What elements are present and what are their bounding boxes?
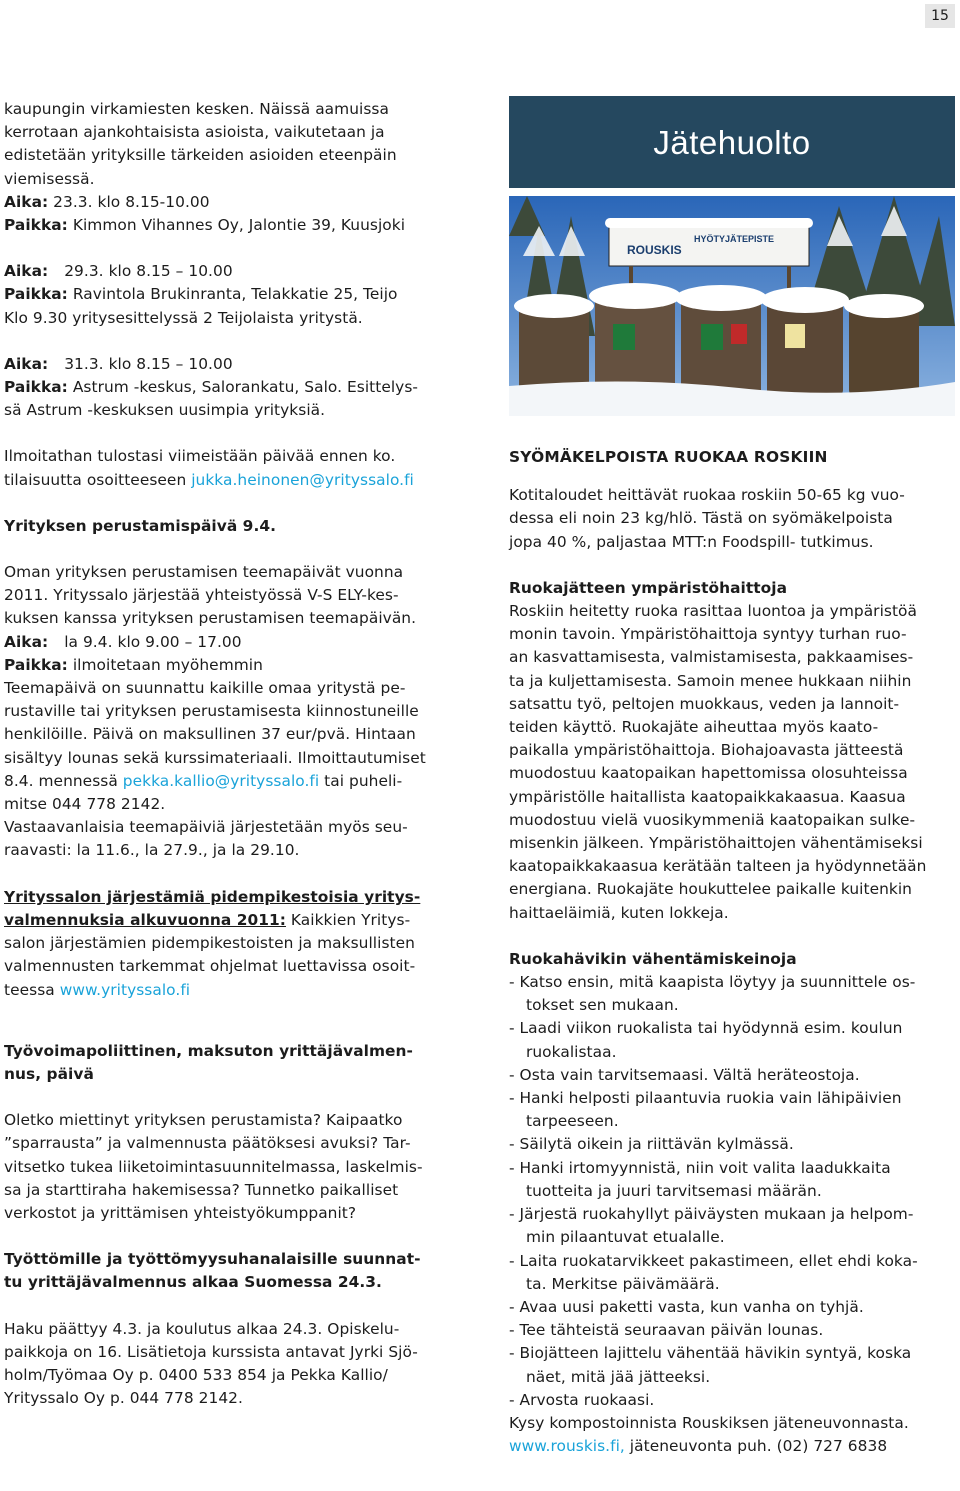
- tip-line: min pilaantuvat etualalle.: [526, 1228, 725, 1247]
- event1-place: Paikka: Kimmon Vihannes Oy, Jalontie 39, Kuusjoki: [4, 216, 406, 235]
- tip-line: - Laita ruokatarvikkeet pakastimeen, ellet ehdi koka-: [509, 1251, 918, 1270]
- oletko-line: vitsetko tukea liiketoimintasuunnitelmassa, laskelmis-: [4, 1157, 423, 1176]
- tip-line: tarpeeseen.: [526, 1112, 619, 1131]
- tip-line: - Hanki helposti pilaantuvia ruokia vain lähipäivien: [509, 1089, 902, 1108]
- tip-line: näet, mitä jää jätteeksi.: [526, 1367, 711, 1386]
- section-banner: [509, 96, 955, 188]
- theme-desc-line: Teemapäivä on suunnattu kaikille omaa yritystä pe-: [4, 679, 406, 698]
- harms-line: muodostuu vielä vuosikymmeniä kaatopaikan sulke-: [509, 810, 916, 829]
- harms-line: Roskiin heitetty ruoka rasittaa luontoa ja ympäristöä: [509, 602, 917, 621]
- theme-days-line: kuksen kanssa yrityksen perustamisen teemapäivän.: [4, 609, 417, 628]
- harms-line: misenkin jälkeen. Ympäristöhaittojen vähentämiseksi: [509, 834, 923, 853]
- similar-days-line: Vastaavanlaisia teemapäiviä järjestetään myös seu-: [4, 818, 408, 837]
- tips-list: [509, 971, 955, 1412]
- article-intro-line: jopa 40 %, paljastaa MTT:n Foodspill- tutkimus.: [509, 532, 874, 551]
- tyottomille-heading: Työttömille ja työttömyysuhanalaisille suunnat-: [4, 1250, 421, 1269]
- long-coaching-line: valmennuksia alkuvuonna 2011: Kaikkien Yritys-: [4, 910, 411, 929]
- tip-line: - Biojätteen lajittelu vähentää hävikin syntyä, koska: [509, 1344, 912, 1363]
- long-coaching-line: Yrityssalon järjestämiä pidempikestoisia yritys-: [4, 887, 421, 906]
- contact-line: Kysy kompostoinnista Rouskiksen jäteneuvonnasta.: [509, 1413, 909, 1432]
- event3-place: Paikka: Astrum -keskus, Salorankatu, Salo. Esittelys-: [4, 378, 419, 397]
- haku-line: Haku päättyy 4.3. ja koulutus alkaa 24.3. Opiskelu-: [4, 1319, 400, 1338]
- tip-line: ruokalistaa.: [526, 1042, 617, 1061]
- right-column: [509, 446, 955, 1458]
- intro-line: edistetään yrityksille tärkeiden asioiden eteenpäin: [4, 146, 397, 165]
- theme-desc-line: 8.4. mennessä pekka.kallio@yrityssalo.fi tai puheli-: [4, 771, 403, 790]
- event2-time: Aika: 29.3. klo 8.15 – 10.00: [4, 262, 233, 281]
- signup-line: tilaisuutta osoitteeseen jukka.heinonen@yrityssalo.fi: [4, 470, 414, 489]
- harms-line: ta ja kuljettamisesta. Samoin menee hukkaan niihin: [509, 671, 912, 690]
- left-column: [4, 98, 448, 1410]
- theme-email-link[interactable]: pekka.kallio@yrityssalo.fi: [122, 771, 320, 790]
- intro-line: viemisessä.: [4, 169, 95, 188]
- tip-line: - Järjestä ruokahyllyt päiväysten mukaan ja helpom-: [509, 1205, 914, 1224]
- tips-heading: Ruokahävikin vähentämiskeinoja: [509, 949, 797, 968]
- long-coaching-line: teessa www.yrityssalo.fi: [4, 980, 191, 999]
- harms-line: satsattu työ, peltojen muokkaus, veden ja lannoit-: [509, 694, 900, 713]
- page-number: 15: [925, 4, 955, 28]
- harms-line: haittaeläimiä, kuten lokkeja.: [509, 903, 729, 922]
- long-coaching-line: valmennusten tarkemmat ohjelmat luettavissa osoit-: [4, 957, 416, 976]
- event3-note: sä Astrum -keskuksen uusimpia yrityksiä.: [4, 401, 326, 420]
- theme-days-line: Oman yrityksen perustamisen teemapäivät vuonna: [4, 563, 404, 582]
- yrityssalo-link[interactable]: www.yrityssalo.fi: [59, 980, 191, 999]
- tip-line: - Hanki irtomyynnistä, niin voit valita laadukkaita: [509, 1158, 891, 1177]
- contact-line: www.rouskis.fi, jäteneuvonta puh. (02) 727 6838: [509, 1437, 888, 1456]
- event4-time: Aika: la 9.4. klo 9.00 – 17.00: [4, 632, 242, 651]
- harms-line: monin tavoin. Ympäristöhaittoja syntyy turhan ruo-: [509, 625, 907, 644]
- article-title: SYÖMÄKELPOISTA RUOKAA ROSKIIN: [509, 448, 828, 466]
- sign-logo-text: ROUSKIS: [627, 243, 682, 257]
- tyovoima-heading: Työvoimapoliittinen, maksuton yrittäjävalmen-: [4, 1041, 413, 1060]
- tip-line: - Säilytä oikein ja riittävän kylmässä.: [509, 1135, 794, 1154]
- event3-time: Aika: 31.3. klo 8.15 – 10.00: [4, 354, 233, 373]
- haku-line: Yrityssalo Oy p. 044 778 2142.: [4, 1389, 243, 1408]
- haku-line: paikkoja on 16. Lisätietoja kurssista antavat Jyrki Sjö-: [4, 1342, 418, 1361]
- tyottomille-heading: tu yrittäjävalmennus alkaa Suomessa 24.3.: [4, 1273, 382, 1292]
- harms-line: energiana. Ruokajäte houkuttelee paikalle kuitenkin: [509, 880, 912, 899]
- event4-place: Paikka: ilmoitetaan myöhemmin: [4, 655, 263, 674]
- tip-line: - Tee tähteistä seuraavan päivän lounas.: [509, 1321, 824, 1340]
- long-coaching-line: salon järjestämien pidempikestoisten ja maksullisten: [4, 934, 415, 953]
- harms-line: an kasvattamisesta, valmistamisesta, pakkaamises-: [509, 648, 914, 667]
- oletko-line: sa ja starttiraha hakemisessa? Tunnetko paikalliset: [4, 1180, 399, 1199]
- tip-line: ta. Merkitse päivämäärä.: [526, 1274, 720, 1293]
- harms-line: kaatopaikkakaasua kerätään talteen ja hyödynnetään: [509, 857, 927, 876]
- rouskis-link[interactable]: www.rouskis.fi,: [509, 1437, 625, 1456]
- tip-line: tokset sen mukaan.: [526, 996, 679, 1015]
- similar-days-line: raavasti: la 11.6., la 27.9., ja la 29.10.: [4, 841, 300, 860]
- event2-place: Paikka: Ravintola Brukinranta, Telakkatie 25, Teijo: [4, 285, 398, 304]
- theme-desc-line: mitse 044 778 2142.: [4, 795, 166, 814]
- tip-line: - Osta vain tarvitsemaasi. Vältä heräteostoja.: [509, 1065, 860, 1084]
- oletko-line: ”sparrausta” ja valmennusta päätöksesi avuksi? Tar-: [4, 1134, 411, 1153]
- article-intro-line: dessa eli noin 23 kg/hlö. Tästä on syömäkelpoista: [509, 509, 893, 528]
- theme-desc-line: henkilöille. Päivä on maksullinen 37 eur/pvä. Hintaan: [4, 725, 416, 744]
- recycling-point-photo: [509, 196, 955, 416]
- event1-time: Aika: 23.3. klo 8.15-10.00: [4, 192, 210, 211]
- tip-line: - Laadi viikon ruokalista tai hyödynnä esim. koulun: [509, 1019, 903, 1038]
- tyovoima-heading: nus, päivä: [4, 1064, 94, 1083]
- oletko-line: verkostot ja yrittämisen yhteistyökumppanit?: [4, 1203, 357, 1222]
- tip-line: - Katso ensin, mitä kaapista löytyy ja suunnittele os-: [509, 973, 916, 992]
- theme-desc-line: rustaville tai yrityksen perustamisesta kiinnostuneille: [4, 702, 419, 721]
- haku-line: holm/Työmaa Oy p. 0400 533 854 ja Pekka Kallio/: [4, 1365, 388, 1384]
- tip-line: - Arvosta ruokaasi.: [509, 1390, 655, 1409]
- article-intro-line: Kotitaloudet heittävät ruokaa roskiin 50-65 kg vuo-: [509, 486, 905, 505]
- sign-title-text: HYÖTYJÄTEPISTE: [694, 234, 775, 244]
- tip-line: tuotteita ja juuri tarvitsemasi määrän.: [526, 1181, 822, 1200]
- event2-note: Klo 9.30 yritysesittelyssä 2 Teijolaista yritystä.: [4, 308, 363, 327]
- photo-illustration: [509, 196, 955, 416]
- theme-days-line: 2011. Yrityssalo järjestää yhteistyössä V-S ELY-kes-: [4, 586, 399, 605]
- harms-heading: Ruokajätteen ympäristöhaittoja: [509, 578, 788, 597]
- banner-title: Jätehuolto: [653, 124, 811, 161]
- harms-line: muodostuu kaatopaikan hapettomissa olosuhteissa: [509, 764, 908, 783]
- oletko-line: Oletko miettinyt yrityksen perustamista? Kaipaatko: [4, 1111, 403, 1130]
- harms-line: teiden käyttö. Ruokajäte aiheuttaa myös kaato-: [509, 718, 879, 737]
- theme-desc-line: sisältyy lounas sekä kurssimateriaali. Ilmoittautumiset: [4, 748, 426, 767]
- founding-day-heading: Yrityksen perustamispäivä 9.4.: [4, 516, 276, 535]
- tip-line: - Avaa uusi paketti vasta, kun vanha on tyhjä.: [509, 1297, 864, 1316]
- signup-line: Ilmoitathan tulostasi viimeistään päivää ennen ko.: [4, 447, 396, 466]
- intro-line: kaupungin virkamiesten kesken. Näissä aamuissa: [4, 100, 389, 118]
- harms-line: paikalla ympäristöhaittoja. Biohajoavasta jätteestä: [509, 741, 904, 760]
- harms-line: ympäristölle haitallista kaatopaikkakaasua. Kaasua: [509, 787, 906, 806]
- signup-email-link[interactable]: jukka.heinonen@yrityssalo.fi: [191, 470, 414, 489]
- intro-line: kerrotaan ajankohtaisista asioista, vaikutetaan ja: [4, 123, 385, 142]
